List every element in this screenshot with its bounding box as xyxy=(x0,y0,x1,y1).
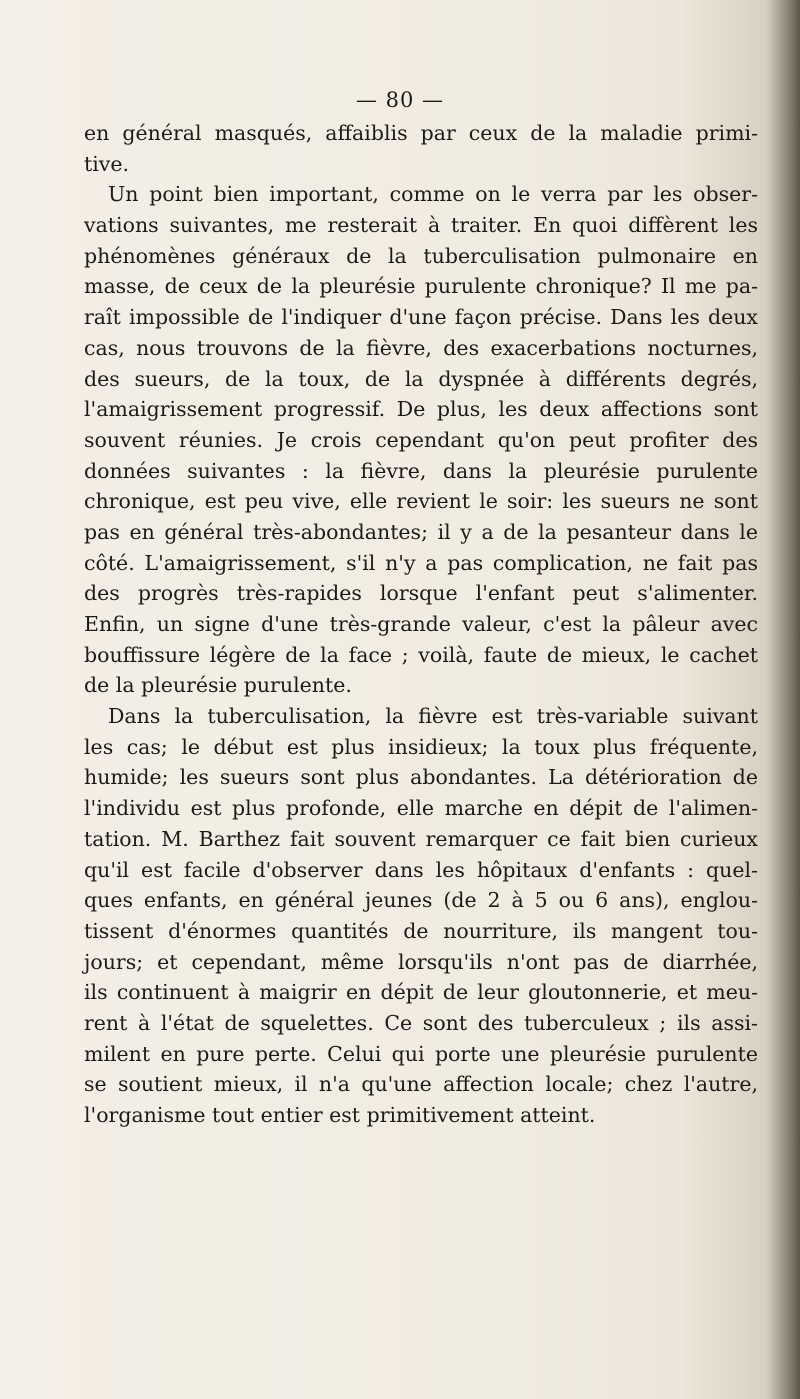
text-line: chronique, est peu vive, elle revient le soir: les sueurs ne sont xyxy=(84,489,758,514)
text-line: tation. M. Barthez fait souvent remarquer ce fait bien curieux xyxy=(84,826,758,851)
paragraph-2 xyxy=(84,179,758,701)
text-line: pas en général très-abondantes; il y a de la pesanteur dans le xyxy=(84,519,758,544)
text-line: qu'il est facile d'observer dans les hôpitaux d'enfants : quel- xyxy=(84,857,758,882)
page-edge-shadow xyxy=(766,0,800,1399)
text-line: l'individu est plus profonde, elle marche en dépit de l'alimen- xyxy=(84,796,758,821)
text-line: l'amaigrissement progressif. De plus, les deux affections sont xyxy=(84,397,758,422)
text-line: Dans la tuberculisation, la fièvre est très-variable suivant xyxy=(108,704,758,729)
text-line: raît impossible de l'indiquer d'une façon précise. Dans les deux xyxy=(84,305,758,330)
text-line: se soutient mieux, il n'a qu'une affection locale; chez l'autre, xyxy=(84,1072,758,1097)
text-line: masse, de ceux de la pleurésie purulente chronique? Il me pa- xyxy=(84,274,758,299)
text-line: jours; et cependant, même lorsqu'ils n'ont pas de diarrhée, xyxy=(84,949,758,974)
text-line: des progrès très-rapides lorsque l'enfant peut s'alimenter. xyxy=(84,581,758,606)
text-line: souvent réunies. Je crois cependant qu'on peut profiter des xyxy=(84,427,758,452)
text-line: des sueurs, de la toux, de la dyspnée à différents degrés, xyxy=(84,366,758,391)
text-line: l'organisme tout entier est primitivement atteint. xyxy=(84,1103,596,1127)
text-line: tissent d'énormes quantités de nourriture, ils mangent tou- xyxy=(84,918,758,943)
text-line: bouffissure légère de la face ; voilà, faute de mieux, le cachet xyxy=(84,642,758,667)
text-line: côté. L'amaigrissement, s'il n'y a pas complication, ne fait pas xyxy=(84,550,758,575)
text-line: en général masqués, affaiblis par ceux de la maladie primi- xyxy=(84,121,758,145)
text-line: tive. xyxy=(84,151,130,176)
text-line: rent à l'état de squelettes. Ce sont des tuberculeux ; ils assi- xyxy=(84,1010,758,1035)
text-line: Un point bien important, comme on le verra par les obser- xyxy=(108,182,758,207)
body-text xyxy=(84,118,758,1131)
text-line: les cas; le début est plus insidieux; la toux plus fréquente, xyxy=(84,734,758,759)
text-line: données suivantes : la fièvre, dans la pleurésie purulente xyxy=(84,458,758,483)
text-line: Enfin, un signe d'une très-grande valeur, c'est la pâleur avec xyxy=(84,612,758,636)
text-line: de la pleurésie purulente. xyxy=(84,673,352,698)
paragraph-3 xyxy=(84,701,758,1131)
text-line: milent en pure perte. Celui qui porte une pleurésie purulente xyxy=(84,1041,758,1066)
paragraph-1 xyxy=(84,118,758,179)
text-line: cas, nous trouvons de la fièvre, des exacerbations nocturnes, xyxy=(84,335,758,360)
text-line: humide; les sueurs sont plus abondantes. La détérioration de xyxy=(84,765,758,790)
page-number: — 80 — xyxy=(355,88,445,112)
text-line: ques enfants, en général jeunes (de 2 à 5 ou 6 ans), englou- xyxy=(84,888,758,913)
text-line: phénomènes généraux de la tuberculisation pulmonaire en xyxy=(84,243,758,268)
text-line: vations suivantes, me resterait à traiter. En quoi diffèrent les xyxy=(84,213,758,238)
text-line: ils continuent à maigrir en dépit de leur gloutonnerie, et meu- xyxy=(84,980,758,1005)
